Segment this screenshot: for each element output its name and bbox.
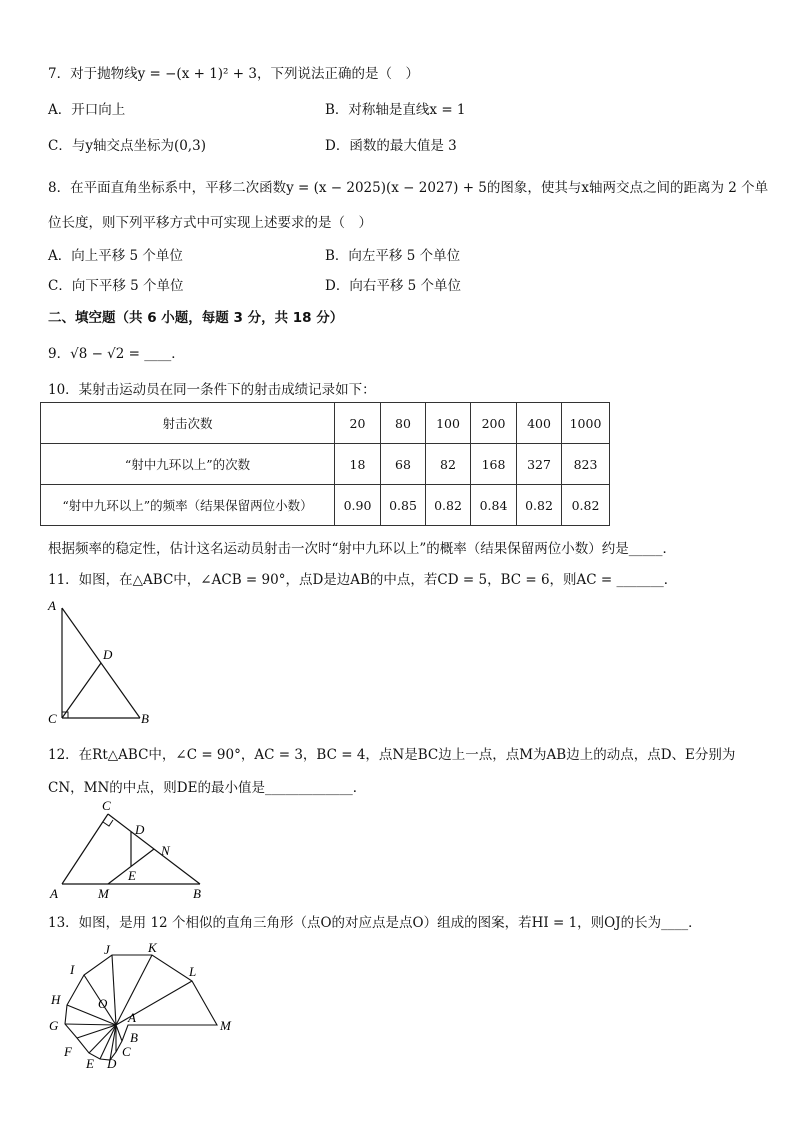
q11-label-a: A: [48, 598, 56, 613]
q12-stem-line1: 12．在Rt△ABC中，∠C = 90°，AC = 3，BC = 4，点N是BC边上一点，点M为AB边上的动点，点D、E分别为: [48, 747, 736, 763]
q12-label-d: D: [135, 822, 145, 837]
table-cell: 1000: [562, 403, 610, 444]
q8-stem-line2: 位长度，则下列平移方式中可实现上述要求的是（ ）: [48, 215, 372, 231]
q12-label-n: N: [161, 843, 170, 858]
q13-label-g: G: [49, 1018, 59, 1033]
q7-option-a: A．开口向上: [48, 102, 126, 118]
section-heading: 二、填空题（共 6 小题，每题 3 分，共 18 分）: [48, 310, 344, 326]
q13-label-e: E: [86, 1056, 94, 1071]
q13-label-b: B: [130, 1030, 138, 1045]
table-cell: 200: [471, 403, 517, 444]
table-cell: 0.82: [426, 485, 471, 526]
q13-label-d: D: [107, 1056, 117, 1071]
q13-label-j: J: [104, 942, 110, 957]
table-cell: 0.82: [517, 485, 562, 526]
table-cell: 18: [335, 444, 381, 485]
q10-stem: 10．某射击运动员在同一条件下的射击成绩记录如下：: [48, 382, 376, 398]
table-cell: 射击次数: [41, 403, 335, 444]
q8-option-b: B．向左平移 5 个单位: [325, 248, 461, 264]
table-cell: “射中九环以上”的次数: [41, 444, 335, 485]
q12-label-m: M: [98, 886, 109, 901]
q7-stem: 7．对于抛物线y = −(x + 1)² + 3，下列说法正确的是（ ）: [48, 66, 419, 82]
q13-label-i: I: [70, 962, 75, 977]
q13-label-k: K: [148, 940, 157, 955]
table-cell: 0.84: [471, 485, 517, 526]
q13-label-m: M: [220, 1018, 231, 1033]
q12-label-b: B: [193, 886, 201, 901]
table-cell: 168: [471, 444, 517, 485]
q8-option-c: C．向下平移 5 个单位: [48, 278, 184, 294]
table-cell: 80: [381, 403, 426, 444]
shooting-table: [40, 402, 610, 526]
table-cell: 20: [335, 403, 381, 444]
q9-stem: 9．√8 − √2 = ____．: [48, 346, 185, 362]
q11-label-d: D: [103, 647, 113, 662]
table-cell: “射中九环以上”的频率（结果保留两位小数）: [41, 485, 335, 526]
table-cell: 823: [562, 444, 610, 485]
q8-option-a: A．向上平移 5 个单位: [48, 248, 183, 264]
table-row: [41, 403, 610, 444]
q12-stem-line2: CN，MN的中点，则DE的最小值是_____________．: [48, 780, 367, 796]
q10-followup: 根据频率的稳定性，估计这名运动员射击一次时“射中九环以上”的概率（结果保留两位小数）约是_____．: [48, 541, 677, 557]
q7-option-b: B．对称轴是直线x = 1: [325, 102, 466, 118]
q8-option-d: D．向右平移 5 个单位: [325, 278, 461, 294]
q12-triangle-figure: [40, 798, 220, 908]
q13-stem: 13．如图，是用 12 个相似的直角三角形（点O的对应点是点O）组成的图案，若HI = 1，则OJ的长为____．: [48, 915, 702, 931]
q13-label-l: L: [189, 964, 197, 979]
q13-label-a: A: [128, 1010, 136, 1025]
q11-label-c: C: [48, 711, 57, 726]
q12-label-a: A: [50, 886, 58, 901]
q7-option-c: C．与y轴交点坐标为(0,3): [48, 138, 206, 154]
table-cell: 82: [426, 444, 471, 485]
q7-option-d: D．函数的最大值是 3: [325, 138, 457, 154]
q13-label-o: O: [98, 996, 108, 1011]
q13-label-c: C: [122, 1044, 131, 1059]
table-row: [41, 444, 610, 485]
table-cell: 0.85: [381, 485, 426, 526]
table-cell: 0.82: [562, 485, 610, 526]
table-row: [41, 485, 610, 526]
q12-label-c: C: [102, 798, 111, 813]
q13-label-f: F: [64, 1044, 72, 1059]
q8-stem-line1: 8．在平面直角坐标系中，平移二次函数y = (x − 2025)(x − 2027) + 5的图象，使其与x轴两交点之间的距离为 2 个单: [48, 180, 769, 196]
q11-label-b: B: [141, 711, 149, 726]
table-cell: 100: [426, 403, 471, 444]
q13-spiral-figure: [40, 938, 240, 1073]
table-cell: 68: [381, 444, 426, 485]
q11-triangle-figure: [40, 598, 170, 728]
q11-stem: 11．如图，在△ABC中，∠ACB = 90°，点D是边AB的中点，若CD = 5，BC = 6，则AC = _______．: [48, 572, 678, 588]
table-cell: 400: [517, 403, 562, 444]
q12-label-e: E: [128, 868, 136, 883]
q13-label-h: H: [51, 992, 61, 1007]
table-cell: 0.90: [335, 485, 381, 526]
table-cell: 327: [517, 444, 562, 485]
